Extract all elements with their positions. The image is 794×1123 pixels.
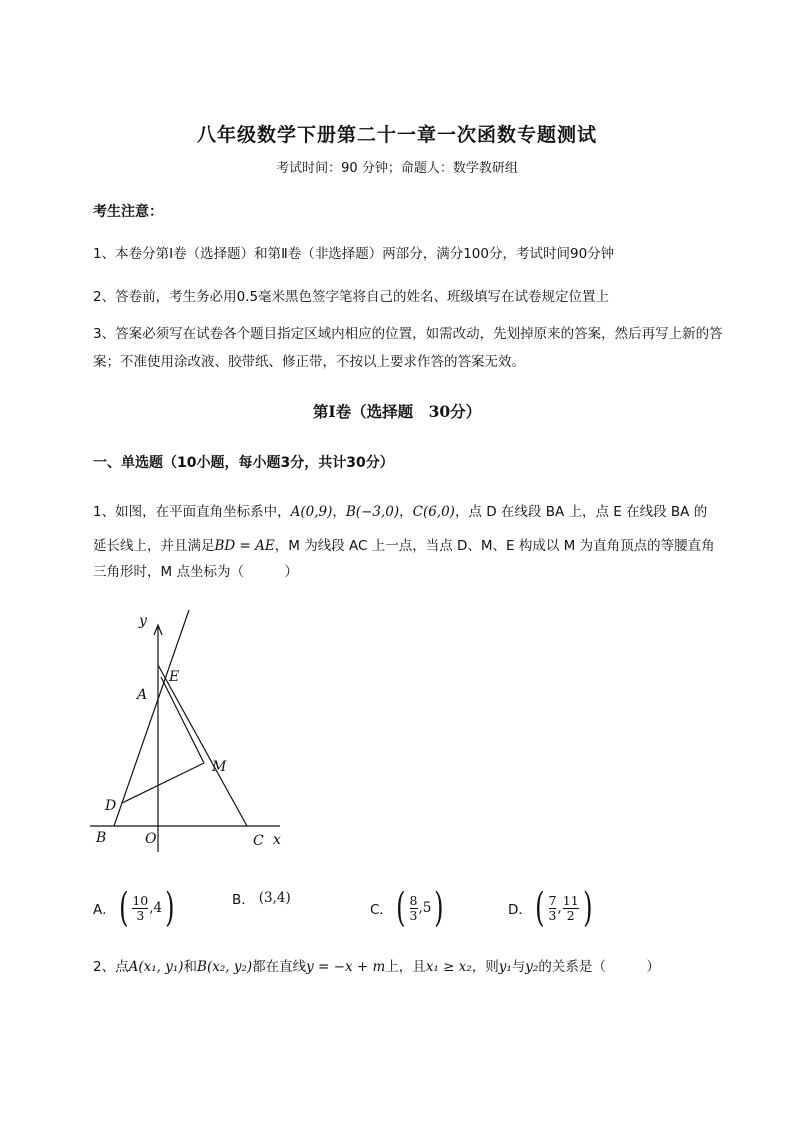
segment-ac <box>158 665 247 826</box>
question-2: 2、点A(x₁, y₁)和B(x₂, y₂)都在直线y = −x + m上，且x₁ ≥ x₂，则y₁与y₂的关系是（ ） <box>93 959 660 975</box>
fraction: $\frac{10}{3}$ <box>132 892 149 923</box>
option-d[interactable]: D． ( $\frac{7}{3}$ , $\frac{11}{2}$ ) <box>508 885 593 931</box>
label-b: B <box>96 830 107 846</box>
option-a[interactable]: A． ( $\frac{10}{3}$ ,4 ) <box>93 885 175 931</box>
label-d: D <box>105 798 117 814</box>
x-condition: x₁ ≥ x₂ <box>425 959 472 975</box>
page-title: 八年级数学下册第二十一章一次函数专题测试 <box>196 124 597 146</box>
coordinate-figure <box>88 605 308 855</box>
segment-em <box>161 677 204 763</box>
label-c: C <box>253 833 264 849</box>
point-b-coord: B(−3,0) <box>345 504 400 520</box>
section-title: 第Ⅰ卷（选择题 30分） <box>312 402 482 421</box>
label-a: A <box>137 687 148 703</box>
label-y: y <box>139 613 147 629</box>
point-a-coord: A(0,9) <box>290 504 333 520</box>
notice-heading: 考生注意： <box>93 204 163 220</box>
fraction: $\frac{8}{3}$ <box>409 892 418 923</box>
condition-bd-ae: BD = AE <box>214 538 275 554</box>
option-c[interactable]: C． ( $\frac{8}{3}$ ,5 ) <box>370 885 444 931</box>
point-b-xy: B(x₂, y₂) <box>197 959 253 975</box>
fraction: $\frac{11}{2}$ <box>562 892 579 923</box>
question-1-line-1: 1、如图，在平面直角坐标系中，A(0,9)，B(−3,0)，C(6,0)，点 D 在线段 BA 上，点 E 在线段 BA 的 <box>93 504 708 520</box>
line-ba-extended <box>114 610 189 826</box>
line-equation: y = −x + m <box>306 959 386 975</box>
point-a-xy: A(x₁, y₁) <box>128 959 184 975</box>
option-b[interactable]: B． (3,4) <box>232 890 291 908</box>
fraction: $\frac{7}{3}$ <box>548 892 557 923</box>
exam-info: 考试时间：90 分钟；命题人：数学教研组 <box>276 161 518 176</box>
question-1-line-3: 三角形时，M 点坐标为（ ） <box>93 564 298 580</box>
label-x: x <box>273 832 281 848</box>
question-1-line-2: 延长线上，并且满足BD = AE，M 为线段 AC 上一点，当点 D、M、E 构成以 M 为直角顶点的等腰直角 <box>93 538 715 554</box>
notice-item-2: 2、答卷前，考生务必用0.5毫米黑色签字笔将自己的姓名、班级填写在试卷规定位置上 <box>93 289 610 305</box>
notice-item-1: 1、本卷分第Ⅰ卷（选择题）和第Ⅱ卷（非选择题）两部分，满分100分，考试时间90分钟 <box>93 246 615 262</box>
label-o: O <box>145 831 157 847</box>
part-title: 一、单选题（10小题，每小题3分，共计30分） <box>93 455 394 471</box>
label-m: M <box>212 759 227 775</box>
label-e: E <box>169 669 180 685</box>
point-c-coord: C(6,0) <box>412 504 455 520</box>
notice-item-3: 3、答案必须写在试卷各个题目指定区域内相应的位置，如需改动，先划掉原来的答案，然后再写上新的答案；不准使用涂改液、胶带纸、修正带，不按以上要求作答的答案无效。 <box>93 326 723 370</box>
